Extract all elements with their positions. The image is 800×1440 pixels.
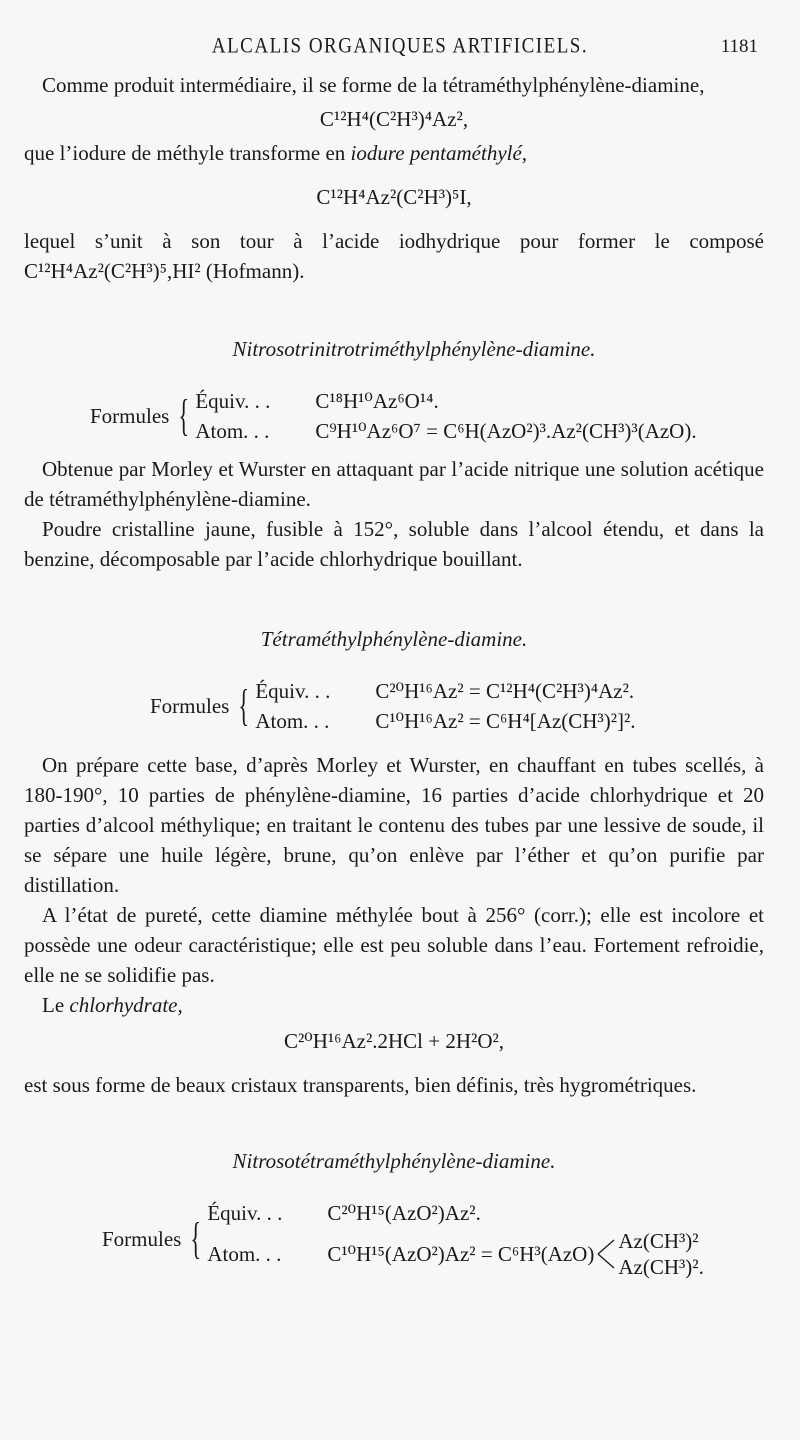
paragraph-text: Le <box>42 993 70 1017</box>
paragraph-text: que l’iodure de méthyle transforme en <box>24 141 351 165</box>
branch-top: Az(CH³)² <box>618 1229 699 1253</box>
formula-row-atom <box>207 1228 704 1280</box>
equiv-formula: C¹⁸H¹⁰Az⁶O¹⁴. <box>315 389 439 413</box>
equiv-label: Équiv. . . <box>207 1201 283 1225</box>
equiv-formula: C²⁰H¹⁶Az² = C¹²H⁴(C²H³)⁴Az². <box>375 679 635 703</box>
paragraph: Comme produit intermédiaire, il se forme de la tétraméthylphénylène-diamine, <box>42 73 705 97</box>
paragraph <box>24 138 764 168</box>
paragraph: Obtenue par Morley et Wurster en attaquant par l’acide nitrique une solution acétique de tétraméthylphénylène-diamine. <box>24 457 764 511</box>
emphasis-term: iodure pentaméthylé, <box>350 141 528 165</box>
formula-block <box>90 386 764 446</box>
page-header <box>0 36 800 66</box>
emphasis-term: chlorhydrate, <box>69 993 183 1017</box>
formula: C²⁰H¹⁶Az².2HCl + 2H²O², <box>283 1029 505 1053</box>
formulas-label: Formules <box>150 694 230 718</box>
equiv-label: Équiv. . . <box>255 679 331 703</box>
atom-formula: C¹⁰H¹⁵(AzO²)Az² = C⁶H³(AzO) <box>327 1242 595 1266</box>
section-title: Nitrosotétraméthylphénylène-diamine. <box>232 1149 556 1173</box>
equiv-label: Équiv. . . <box>195 389 271 413</box>
formula-row-atom <box>195 416 696 446</box>
paragraph <box>24 990 764 1020</box>
brace-icon: { <box>178 391 190 440</box>
formula-row-equiv <box>195 386 696 416</box>
atom-formula: C¹⁰H¹⁶Az² = C⁶H⁴[Az(CH³)²]². <box>375 709 636 733</box>
branch-bottom: Az(CH³)². <box>618 1255 704 1279</box>
formula-block <box>102 1198 764 1280</box>
formula-block <box>150 676 764 736</box>
formula-branches <box>618 1228 704 1280</box>
formula: C¹²H⁴Az²(C²H³)⁵I, <box>316 185 472 209</box>
formula-row-equiv <box>207 1198 704 1228</box>
section-title: Tétraméthylphénylène-diamine. <box>260 627 528 651</box>
formula-row-atom <box>255 706 635 736</box>
section-title: Nitrosotrinitrotriméthylphénylène-diamine. <box>232 337 596 361</box>
atom-label: Atom. . . <box>255 709 330 733</box>
formula: C¹²H⁴(C²H³)⁴Az², <box>319 107 469 131</box>
branch-connector-icon <box>596 1234 616 1274</box>
equiv-formula: C²⁰H¹⁵(AzO²)Az². <box>327 1201 481 1225</box>
paragraph: On prépare cette base, d’après Morley et Wurster, en chauffant en tubes scellés, à 180-190°, 10 parties de phénylène-diamine, 16 parties d’acide chlorhydrique et 20 parties d’alcool méthylique; en traitant le contenu des tubes par une lessive de soude, il se sépare une huile légère, brune, qu’on enlève par l’éther et qu’on purifie par distillation. <box>24 753 764 897</box>
atom-label: Atom. . . <box>207 1242 282 1266</box>
page-body <box>24 70 764 1288</box>
brace-icon: { <box>190 1214 202 1263</box>
paragraph: Poudre cristalline jaune, fusible à 152°, soluble dans l’alcool étendu, et dans la benzine, décomposable par l’acide chlorhydrique bouillant. <box>24 517 764 571</box>
formula-row-equiv <box>255 676 635 706</box>
brace-icon: { <box>238 681 250 730</box>
paragraph: A l’état de pureté, cette diamine méthylée bout à 256° (corr.); elle est incolore et possède une odeur caractéristique; elle est peu soluble dans l’eau. Fortement refroidie, elle ne se solidifie pas. <box>24 903 764 987</box>
atom-label: Atom. . . <box>195 419 270 443</box>
formulas-label: Formules <box>90 404 170 428</box>
formulas-label: Formules <box>102 1227 182 1251</box>
paragraph: est sous forme de beaux cristaux transparents, bien définis, très hygrométriques. <box>24 1073 697 1097</box>
atom-formula: C⁹H¹⁰Az⁶O⁷ = C⁶H(AzO²)³.Az²(CH³)³(AzO). <box>315 419 697 443</box>
paragraph: lequel s’unit à son tour à l’acide iodhydrique pour former le composé C¹²H⁴Az²(C²H³)⁵,HI² (Hofmann). <box>24 229 764 283</box>
running-head: ALCALIS ORGANIQUES ARTIFICIELS. <box>211 34 589 59</box>
page-number: 1181 <box>720 36 758 57</box>
